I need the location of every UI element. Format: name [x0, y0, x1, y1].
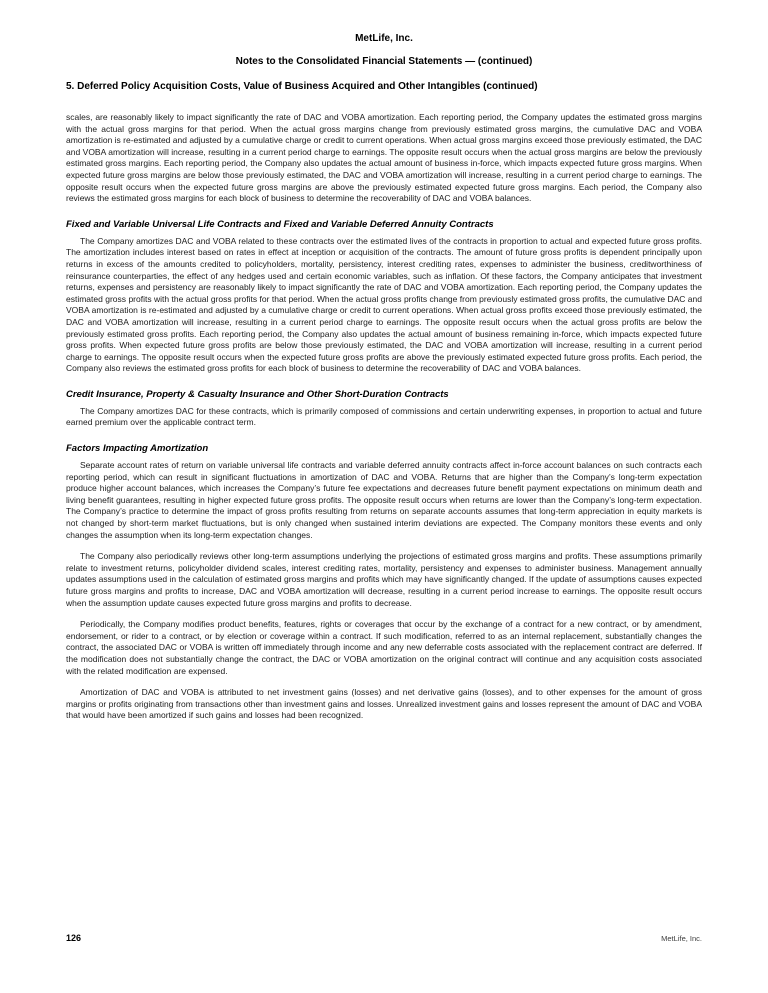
company-title: MetLife, Inc. [355, 33, 413, 44]
page-content [66, 33, 702, 732]
paragraph-long-term-assumptions: The Company also periodically reviews other long-term assumptions underlying the projections of estimated gross margins and profits. These assumptions primarily relate to investment returns, policyholder dividend scales, interest crediting rates, mortality, persistency and expenses to administer business. Management annually updates assumptions used in the calculation of estimated gross margins and profits which may have significantly changed. If the update of assumptions causes expected future gross margins and profits to increase, DAC and VOBA amortization will decrease, resulting in a current period increase to earnings. The opposite result occurs when the assumption update causes expected future gross margins and profits to decrease. [66, 551, 702, 608]
subheading-factors-impacting-amortization: Factors Impacting Amortization [66, 443, 209, 455]
page-number: 126 [66, 933, 82, 943]
section-title: 5. Deferred Policy Acquisition Costs, Value of Business Acquired and Other Intangibles (continued) [66, 81, 538, 92]
footer-company-name: MetLife, Inc. [661, 934, 702, 943]
paragraph-continuation: scales, are reasonably likely to impact significantly the rate of DAC and VOBA amortization. Each reporting period, the Company updates the estimated gross margins with the actual gross margins for that period. When the actual gross margins change from previously estimated gross margins, the cumulative DAC and VOBA amortization is re-estimated and adjusted by a cumulative charge or credit to current operations. When actual gross margins exceed those previously estimated, the DAC and VOBA amortization will increase, resulting in a current period charge to earnings. The opposite result occurs when the actual gross margins are below the previously estimated gross margins. Each reporting period, the Company also updates the actual amount of business in-force, which impacts expected future gross margins. When expected future gross margins are below those previously estimated, the DAC and VOBA amortization will increase, resulting in a current period charge to earnings. The opposite result occurs when the expected future gross margins are above the previously estimated expected future gross margins. Each period, the Company also reviews the estimated gross margins for each block of business to determine the recoverability of DAC and VOBA balances. [66, 112, 702, 204]
paragraph-separate-account-returns: Separate account rates of return on variable universal life contracts and variable deferred annuity contracts affect in-force account balances on such contracts each reporting period, which can result in significant fluctuations in amortization of DAC and VOBA. Returns that are higher than the Company’s long-term expectation produce higher account balances, which increases the Company’s future fee expectations and decreases future benefit payment expectations on minimum death and living benefit guarantees, resulting in higher expected future gross profits. The opposite result occurs when returns are lower than the Company’s long-term expectation. The Company’s practice to determine the impact of gross profits resulting from returns on separate accounts assumes that long-term appreciation in equity markets is not changed by short-term market fluctuations, but is only changed when sustained interim deviations are expected. The Company monitors these events and only changes the assumption when its long-term expectation changes. [66, 460, 702, 540]
paragraph-internal-replacement: Periodically, the Company modifies product benefits, features, rights or coverages that occur by the exchange of a contract for a new contract, or by amendment, endorsement, or rider to a contract, or by election or coverage within a contract. If such modification, referred to as an internal replacement, substantially changes the contract, the associated DAC or VOBA is written off immediately through income and any new deferrable costs associated with the replacement contract are deferred. If the modification does not substantially change the contract, the DAC or VOBA amortization on the original contract will continue and any acquisition costs associated with the related modification are expensed. [66, 619, 702, 676]
notes-title: Notes to the Consolidated Financial Statements — (continued) [235, 56, 533, 67]
paragraph-fixed-variable: The Company amortizes DAC and VOBA related to these contracts over the estimated lives of the contracts in proportion to actual and expected future gross profits. The amortization includes interest based on rates in effect at inception or acquisition of the contracts. The amount of future gross profits is dependent principally upon returns in excess of the amounts credited to policyholders, mortality, persistency, interest crediting rates, expenses to administer the business, creditworthiness of reinsurance counterparties, the effect of any hedges used and certain economic variables, such as inflation. Of these factors, the Company anticipates that investment returns, expenses and persistency are reasonably likely to impact significantly the rate of DAC and VOBA amortization. Each reporting period, the Company updates the estimated gross profits with the actual gross profits for that period. When the actual gross profits change from previously estimated gross profits, the cumulative DAC and VOBA amortization is re-estimated and adjusted by a cumulative charge or credit to current operations. When actual gross profits exceed those previously estimated, the DAC and VOBA amortization will increase, resulting in a current period charge to earnings. The opposite result occurs when the actual gross profits are below the previously estimated gross profits. Each reporting period, the Company also updates the actual amount of business remaining in-force, which impacts expected future gross profits. When expected future gross profits are below those previously estimated, the DAC and VOBA amortization will increase, resulting in a current period charge to earnings. The opposite result occurs when the expected future gross profits are above the previously estimated expected future gross profits. Each period, the Company also reviews the estimated gross profits for each block of business to determine the recoverability of DAC and VOBA balances. [66, 235, 702, 374]
paragraph-credit-insurance: The Company amortizes DAC for these contracts, which is primarily composed of commissions and certain underwriting expenses, in proportion to actual and future earned premium over the applicable contract term. [66, 405, 702, 428]
page-footer [66, 933, 702, 943]
subheading-credit-insurance: Credit Insurance, Property & Casualty Insurance and Other Short-Duration Contracts [66, 388, 449, 400]
paragraph-amortization-attribution: Amortization of DAC and VOBA is attributed to net investment gains (losses) and net derivative gains (losses), and to other expenses for the amount of gross margins or profits originating from transactions other than investment gains and losses. Unrealized investment gains and losses represent the amount of DAC and VOBA that would have been amortized if such gains and losses had been recognized. [66, 687, 702, 721]
subheading-fixed-variable-contracts: Fixed and Variable Universal Life Contracts and Fixed and Variable Deferred Annuity Contracts [66, 218, 494, 230]
